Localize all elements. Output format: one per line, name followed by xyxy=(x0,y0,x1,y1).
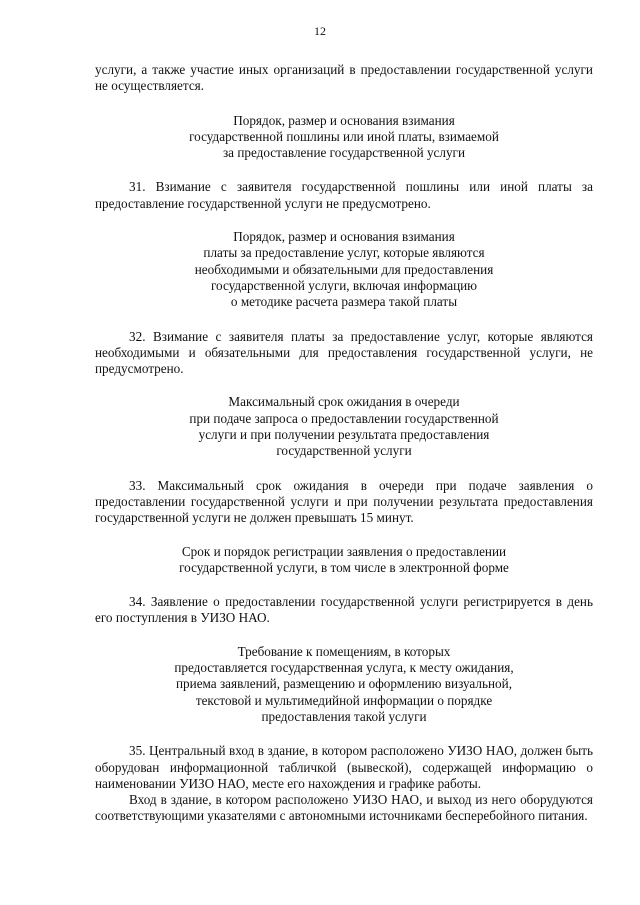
heading-line: Порядок, размер и основания взимания xyxy=(233,112,455,128)
heading-line: государственной услуги, в том числе в электронной форме xyxy=(179,559,509,575)
paragraph-32: 32. Взимание с заявителя платы за предоставление услуг, которые являются необходимыми и обязательными для предоставления государственной услуги, не предусмотрено. xyxy=(95,328,593,377)
page-number: 12 xyxy=(314,24,326,38)
heading-line: государственной пошлины или иной платы, взимаемой xyxy=(189,128,499,144)
paragraph-31: 31. Взимание с заявителя государственной пошлины или иной платы за предоставление государственной услуги не предусмотрено. xyxy=(95,179,593,211)
heading-line: при подаче запроса о предоставлении государственной xyxy=(189,410,499,426)
heading-state-duty xyxy=(95,113,593,162)
page-content xyxy=(95,62,593,825)
heading-line: услуги и при получении результата предоставления xyxy=(198,427,490,443)
heading-line: государственной услуги, включая информацию xyxy=(210,277,478,293)
paragraph-33: 33. Максимальный срок ожидания в очереди при подаче заявления о предоставлении государственной услуги и при получении результата предоставления государственной услуги не должен превышать 15 минут. xyxy=(95,477,593,526)
heading-line: Максимальный срок ожидания в очереди xyxy=(228,394,460,410)
paragraph-35: 35. Центральный вход в здание, в котором расположено УИЗО НАО, должен быть оборудован информационной табличкой (вывеской), содержащей информацию о наименовании УИЗО НАО, месте его нахождения и графике работы. xyxy=(95,743,593,791)
heading-registration xyxy=(95,544,593,577)
heading-line: текстовой и мультимедийной информации о порядке xyxy=(195,692,493,708)
paragraph-continuation: услуги, а также участие иных организаций в предоставлении государственной услуги не осуществляется. xyxy=(95,62,593,94)
heading-line: о методике расчета размера такой платы xyxy=(230,294,458,310)
heading-line: платы за предоставление услуг, которые являются xyxy=(203,245,485,261)
heading-line: приема заявлений, размещению и оформлению визуальной, xyxy=(175,676,513,692)
heading-line: необходимыми и обязательными для предоставления xyxy=(194,261,494,277)
heading-line: за предоставление государственной услуги xyxy=(222,145,466,161)
paragraph-35-continued: Вход в здание, в котором расположено УИЗО НАО, и выход из него оборудуются соответствующими указателями с автономными источниками бесперебойного питания. xyxy=(95,792,593,824)
heading-line: Порядок, размер и основания взимания xyxy=(233,229,455,245)
heading-line: Срок и порядок регистрации заявления о предоставлении xyxy=(181,543,507,559)
heading-fee-for-services xyxy=(95,229,593,310)
heading-waiting-time xyxy=(95,394,593,459)
heading-line: Требование к помещениям, в которых xyxy=(237,643,451,659)
heading-premises xyxy=(95,644,593,725)
heading-line: предоставления такой услуги xyxy=(261,708,427,724)
heading-line: государственной услуги xyxy=(276,443,412,459)
paragraph-34: 34. Заявление о предоставлении государственной услуги регистрируется в день его поступления в УИЗО НАО. xyxy=(95,594,593,626)
heading-line: предоставляется государственная услуга, к месту ожидания, xyxy=(174,660,514,676)
